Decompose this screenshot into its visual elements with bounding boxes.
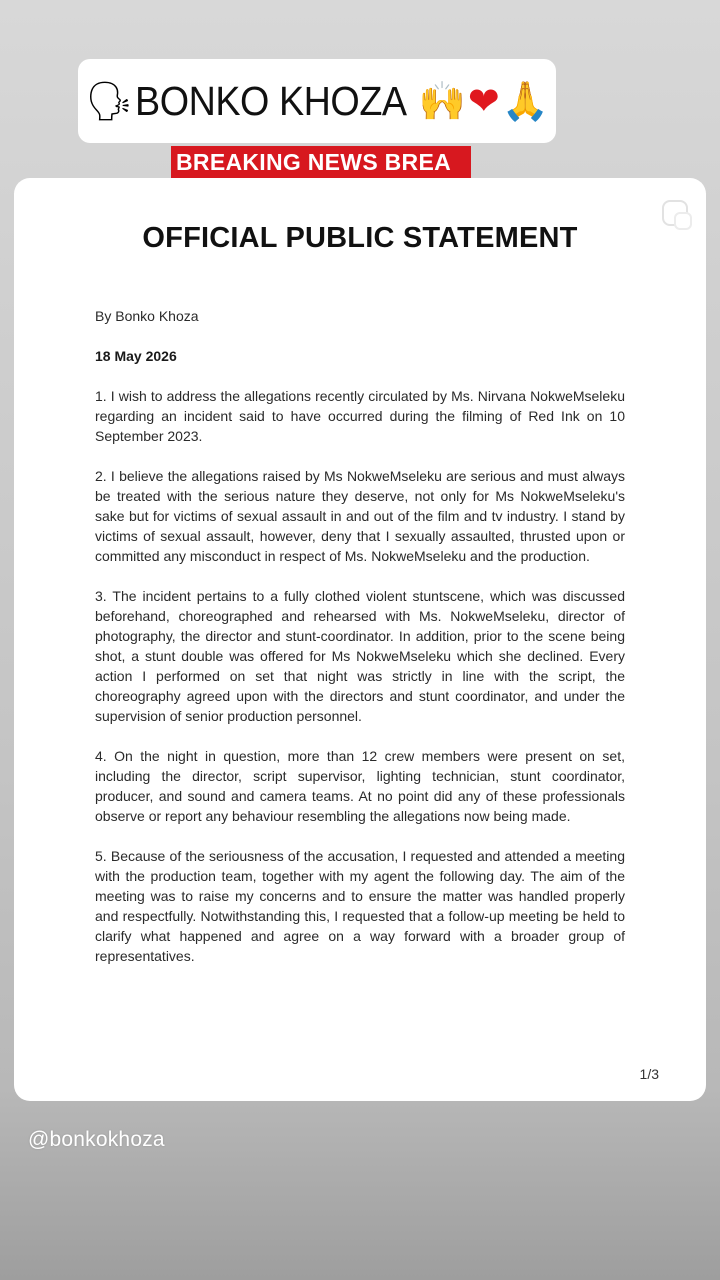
mention-handle[interactable]: @bonkokhoza xyxy=(28,1128,165,1151)
paragraph-2: 2. I believe the allegations raised by Ms NokweMseleku are serious and must always be treated with the serious nature they deserve, not only for Ms NokweMseleku's sake but for victims of sexual assault in and out of the film and tv industry. I stand by victims of sexual assault, however, deny that I sexually assaulted, thrusted upon or committed any misconduct in respect of Ms. NokweMseleku and the production. xyxy=(95,468,625,564)
breaking-news-text: BREAKING NEWS BREA xyxy=(176,148,452,175)
document-title: OFFICIAL PUBLIC STATEMENT xyxy=(142,222,578,254)
page-indicator: 1/3 xyxy=(639,1066,659,1082)
title-content xyxy=(85,78,549,125)
paragraph-4: 4. On the night in question, more than 12 crew members were present on set, including the director, script supervisor, lighting technician, stunt coordinator, producer, and sound and camera teams. At no point did any of these professionals observe or report any behaviour resembling the allegations now being made. xyxy=(95,748,625,824)
raising-hands-icon: 🙌 xyxy=(418,79,466,123)
paragraph-1: 1. I wish to address the allegations recently circulated by Ms. Nirvana NokweMseleku regarding an incident said to have occurred during the filming of Red Ink on 10 September 2023. xyxy=(95,388,625,444)
paragraph-3: 3. The incident pertains to a fully clothed violent stuntscene, which was discussed beforehand, choreographed and rehearsed with Ms. NokweMseleku, director of photography, the director and stunt-coordinator. In addition, prior to the scene being shot, a stunt double was offered for Ms NokweMseleku which she declined. Every action I performed on set that night was strictly in line with the script, the choreography agreed upon with the directors and stunt coordinator, and under the supervision of senior production personnel. xyxy=(95,588,625,724)
paragraph-5: 5. Because of the seriousness of the accusation, I requested and attended a meeting with the production team, together with my agent the following day. The aim of the meeting was to raise my concerns and to ensure the matter was handled properly and respectfully. Notwithstanding this, I requested that a follow-up meeting be held to clarify what happened and agree on a way forward with a broader group of representatives. xyxy=(95,848,625,964)
document-body xyxy=(95,306,625,986)
document-date: 18 May 2026 xyxy=(95,348,177,364)
folded-hands-icon: 🙏 xyxy=(501,79,549,123)
red-heart-icon: ❤ xyxy=(467,79,500,123)
document-byline: By Bonko Khoza xyxy=(95,308,199,324)
title-name: BONKO KHOZA xyxy=(135,77,407,124)
speaking-head-icon: 🗣 xyxy=(85,79,134,123)
story-title-sticker[interactable] xyxy=(78,59,556,143)
statement-document xyxy=(14,178,706,1101)
breaking-news-banner[interactable] xyxy=(171,146,471,178)
